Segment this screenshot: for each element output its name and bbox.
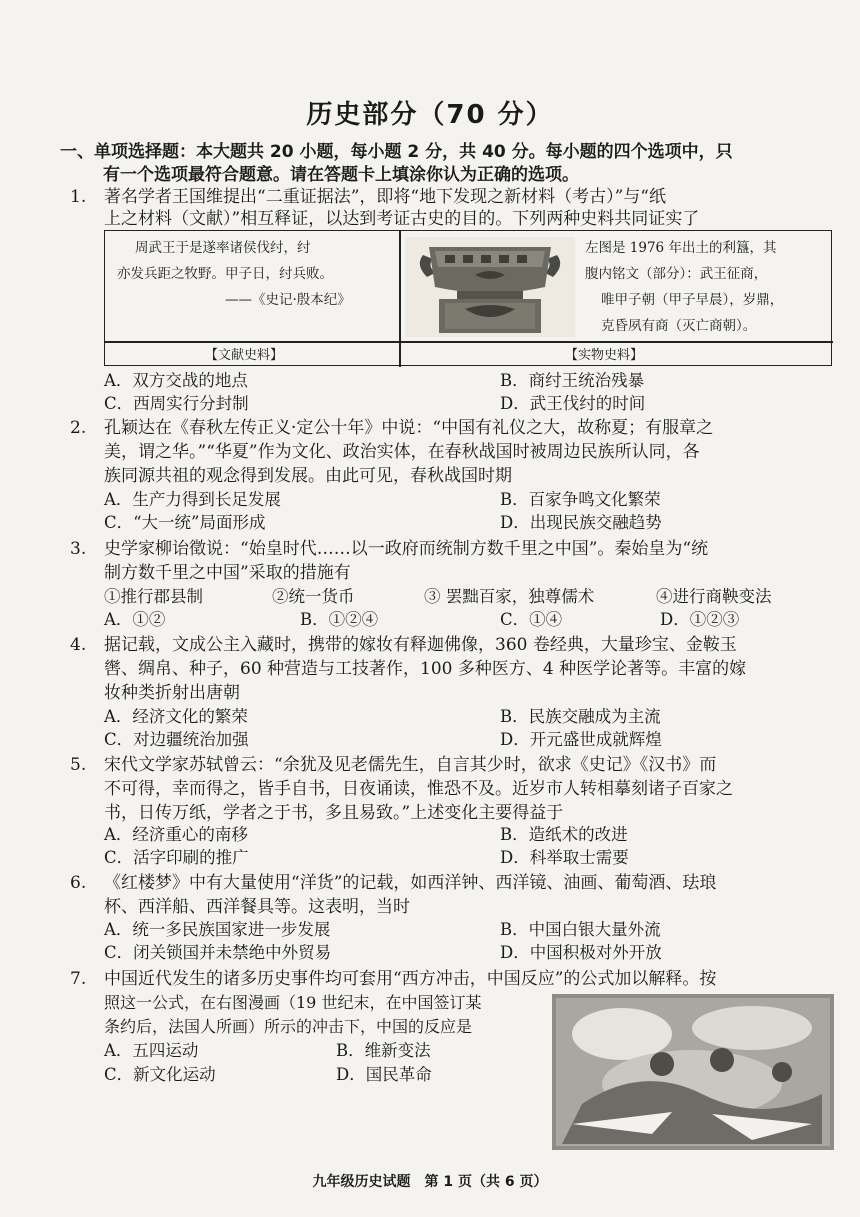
option-c[interactable]: C．活字印刷的推广 [104,848,249,867]
option-b[interactable]: B．民族交融成为主流 [500,707,661,726]
option-c[interactable]: C．新文化运动 [104,1065,216,1084]
question-stem: 史学家柳诒徵说：“始皇时代……以一政府而统制方数千里之中国”。秦始皇为“统 [104,539,709,559]
statement-3: ③ 罢黜百家，独尊儒术 [424,587,595,606]
question-stem: 美，谓之华。”“华夏”作为文化、政治实体，在春秋战国时被周边民族所认同，各 [104,442,700,462]
option-b[interactable]: B．①②④ [300,610,379,629]
option-c[interactable]: C．闭关锁国并未禁绝中外贸易 [104,943,332,962]
table-text: 克昏夙有商（灭亡商朝）。 [601,318,757,334]
statement-4: ④进行商鞅变法 [656,587,772,606]
question-number: 5. [70,755,87,775]
question-stem: 妆种类折射出唐朝 [104,683,240,703]
option-b[interactable]: B．造纸术的改进 [500,825,628,844]
option-d[interactable]: D．科举取士需要 [500,848,629,867]
cartoon-image [552,994,834,1150]
table-text: 左图是 1976 年出土的利簋，其 [585,240,777,256]
table-text: ——《史记·殷本纪》 [225,292,351,308]
question-stem: 著名学者王国维提出“二重证据法”，即将“地下发现之新材料（考古）”与“纸 [104,187,666,207]
question-number: 1. [70,187,87,207]
page-title: 历史部分（70 分） [306,100,554,130]
table-text: 唯甲子朝（甲子早晨），岁鼎， [601,292,784,308]
table-caption-right: 【实物史料】 [565,348,644,363]
question-stem: 中国近代发生的诸多历史事件均可套用“西方冲击，中国反应”的公式加以解释。按 [104,969,717,989]
option-b[interactable]: B．中国白银大量外流 [500,920,661,939]
question-stem: 宋代文学家苏轼曾云：“余犹及见老儒先生，自言其少时，欲求《史记》《汉书》而 [104,755,717,775]
question-stem: 照这一公式，在右图漫画（19 世纪末，在中国签订某 [104,993,482,1012]
table-divider [399,231,401,367]
option-d[interactable]: D．国民革命 [336,1065,432,1084]
option-a[interactable]: A．经济重心的南移 [104,825,248,844]
ligui-vessel-image [405,237,575,337]
question-stem: 上之材料（文献）”相互释证，以达到考证古史的目的。下列两种史料共同证实了 [104,209,700,229]
option-b[interactable]: B．商纣王统治残暴 [500,371,645,390]
question-stem: 制方数千里之中国”采取的措施有 [104,563,351,583]
question-stem: 《红楼梦》中有大量使用“洋货”的记载，如西洋钟、西洋镜、油画、葡萄酒、珐琅 [104,873,717,893]
question-number: 4. [70,635,87,655]
option-c[interactable]: C．“大一统”局面形成 [104,513,266,532]
table-divider [105,341,833,343]
option-b[interactable]: B．百家争鸣文化繁荣 [500,490,661,509]
option-d[interactable]: D．中国积极对外开放 [500,943,662,962]
section-heading: 一、单项选择题：本大题共 20 小题，每小题 2 分，共 40 分。每小题的四个选项中，只 [60,142,733,162]
table-text: 周武王于是遂率诸侯伐纣，纣 [135,240,311,256]
option-c[interactable]: C．西周实行分封制 [104,394,249,413]
option-a[interactable]: A．五四运动 [104,1041,199,1060]
section-heading-cont: 有一个选项最符合题意。请在答题卡上填涂你认为正确的选项。 [103,165,579,185]
question-number: 6. [70,873,87,893]
option-d[interactable]: D．武王伐纣的时间 [500,394,646,413]
question-stem: 书，日传万纸，学者之于书，多且易致。”上述变化主要得益于 [104,803,564,823]
table-caption-left: 【文献史料】 [205,348,284,363]
statement-2: ②统一货币 [272,587,355,606]
table-text: 腹内铭文（部分）：武王征商， [585,266,768,282]
option-c[interactable]: C．①④ [500,610,563,629]
option-a[interactable]: A．统一多民族国家进一步发展 [104,920,331,939]
table-text: 亦发兵距之牧野。甲子日，纣兵败。 [117,266,333,282]
question-stem: 杯、西洋船、西洋餐具等。这表明，当时 [104,897,410,917]
option-a[interactable]: A．①② [104,610,166,629]
option-c[interactable]: C．对边疆统治加强 [104,730,249,749]
option-a[interactable]: A．经济文化的繁荣 [104,707,248,726]
question-stem: 孔颖达在《春秋左传正义·定公十年》中说：“中国有礼仪之大，故称夏；有服章之 [104,418,714,438]
question-number: 7. [70,969,87,989]
source-table [104,230,832,366]
option-d[interactable]: D．①②③ [660,610,740,629]
statement-1: ①推行郡县制 [104,587,203,606]
option-b[interactable]: B．维新变法 [336,1041,431,1060]
page-footer: 九年级历史试题 第 1 页（共 6 页） [312,1174,548,1190]
question-stem: 据记载，文成公主入藏时，携带的嫁妆有释迦佛像，360 卷经典，大量珍宝、金鞍玉 [104,635,737,655]
question-stem: 辔、绸帛、种子，60 种营造与工技著作，100 多种医方、4 种医学论著等。丰富的嫁 [104,659,747,679]
question-number: 3. [70,539,87,559]
question-stem: 族同源共祖的观念得到发展。由此可见，春秋战国时期 [104,466,512,486]
option-d[interactable]: D．开元盛世成就辉煌 [500,730,662,749]
option-d[interactable]: D．出现民族交融趋势 [500,513,662,532]
option-a[interactable]: A．双方交战的地点 [104,371,248,390]
question-number: 2. [70,418,87,438]
option-a[interactable]: A．生产力得到长足发展 [104,490,281,509]
question-stem: 不可得，幸而得之，皆手自书，日夜诵读，惟恐不及。近岁市人转相摹刻诸子百家之 [104,779,733,799]
question-stem: 条约后，法国人所画）所示的冲击下，中国的反应是 [104,1017,473,1036]
